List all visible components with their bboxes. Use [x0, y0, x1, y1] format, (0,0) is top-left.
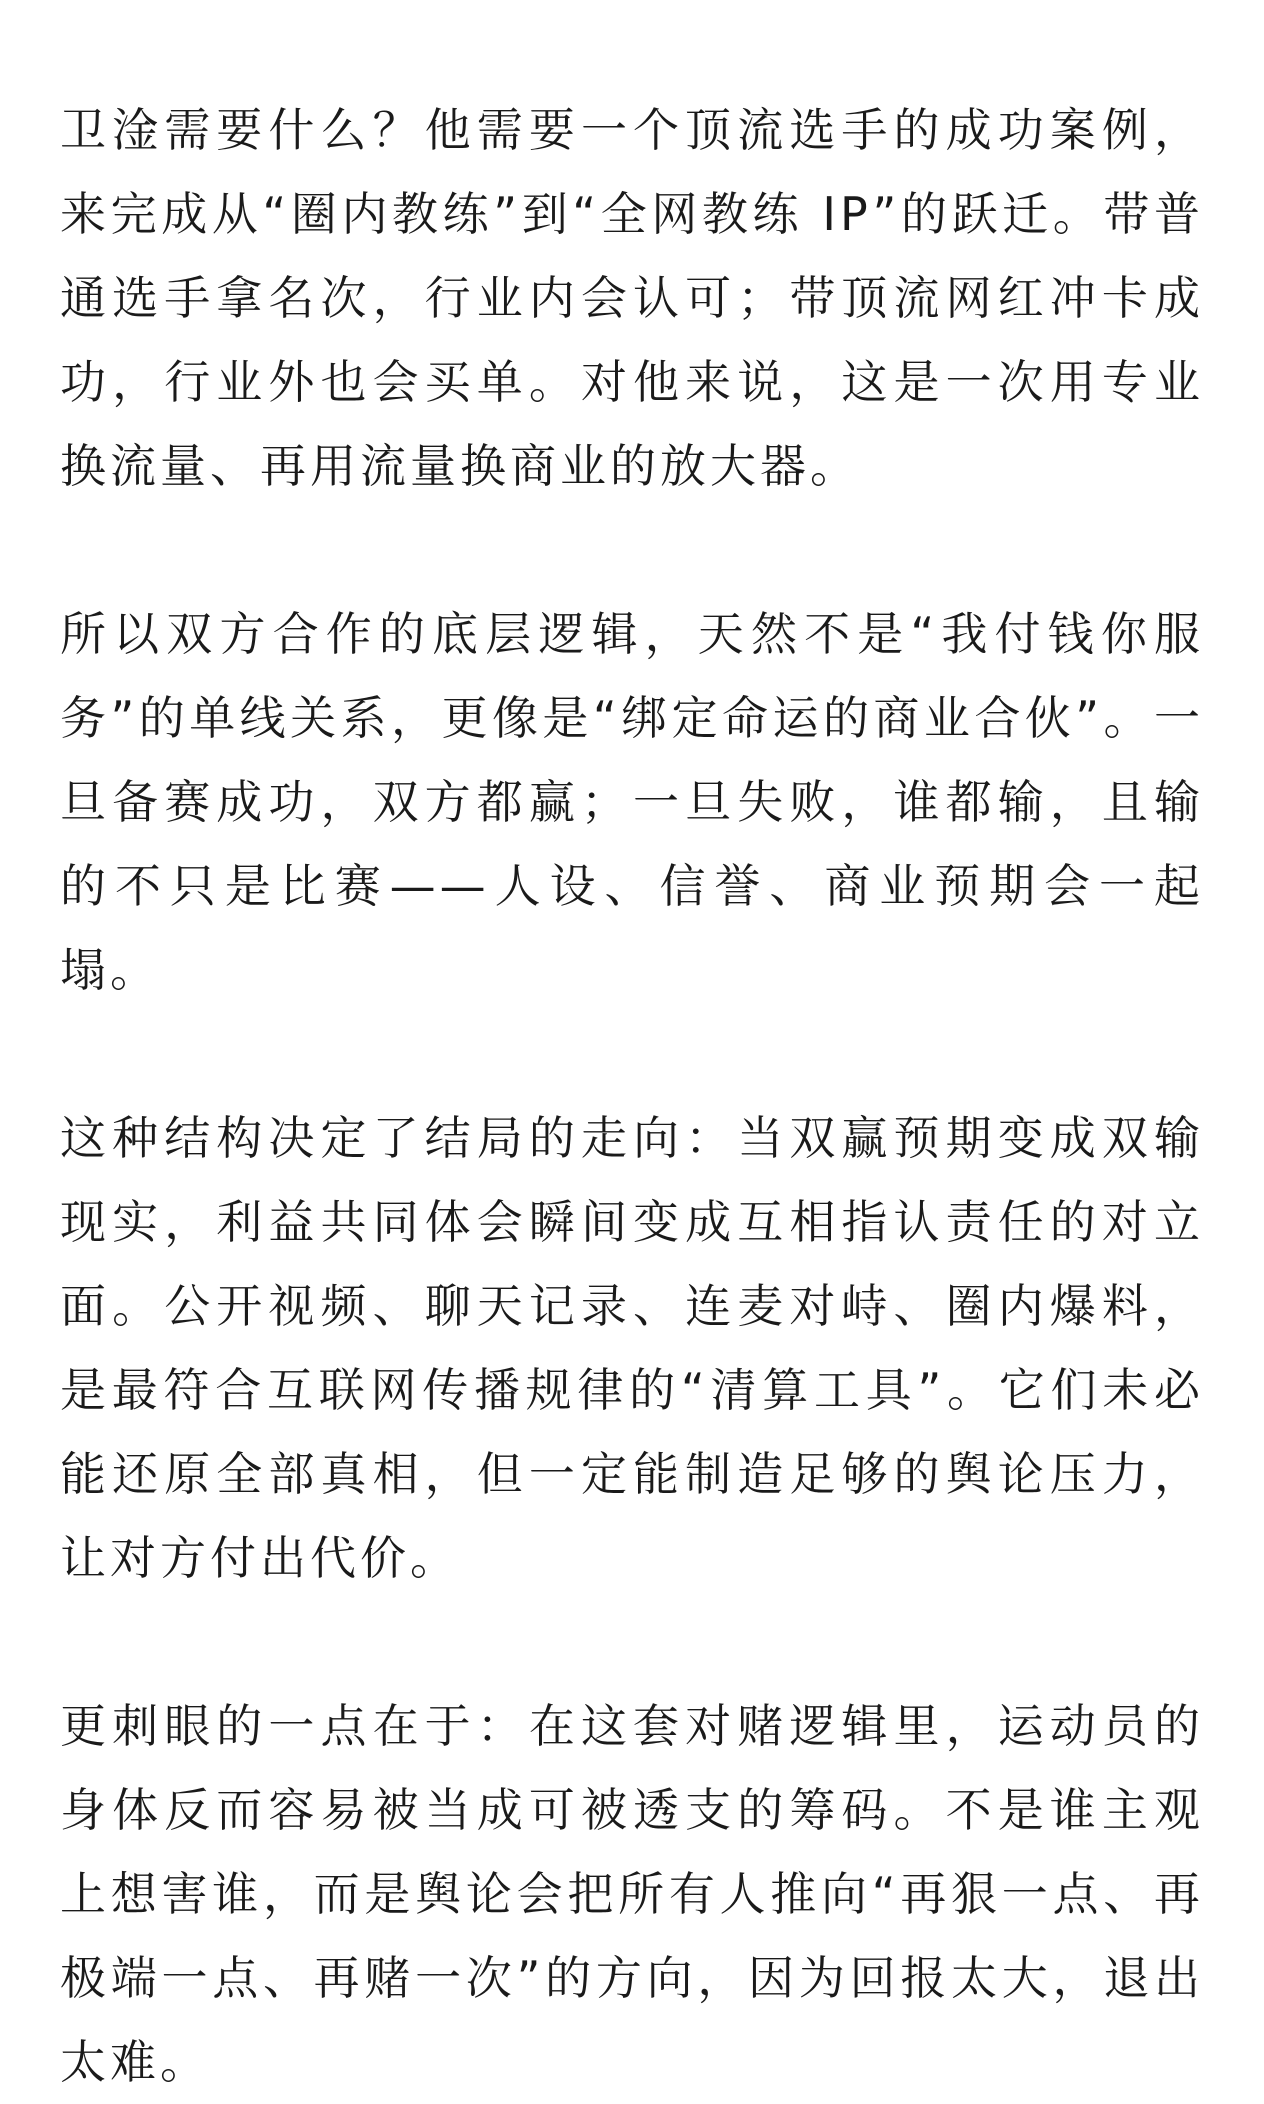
paragraph-3: 这种结构决定了结局的走向：当双赢预期变成双输现实，利益共同体会瞬间变成互相指认责任的对立面。公开视频、聊天记录、连麦对峙、圈内爆料，是最符合互联网传播规律的“清算工具”。它们未必能还原全部真相，但一定能制造足够的舆论压力，让对方付出代价。 [60, 1111, 1204, 1585]
paragraph-4: 更刺眼的一点在于：在这套对赌逻辑里，运动员的身体反而容易被当成可被透支的筹码。不是谁主观上想害谁，而是舆论会把所有人推向“再狠一点、再极端一点、再赌一次”的方向，因为回报太大，退出太难。 [60, 1699, 1204, 2089]
article-body [60, 88, 1204, 2104]
paragraph-1: 卫淦需要什么？他需要一个顶流选手的成功案例，来完成从“圈内教练”到“全网教练 IP”的跃迁。带普通选手拿名次，行业内会认可；带顶流网红冲卡成功，行业外也会买单。对他来说，这是一次用专业换流量、再用流量换商业的放大器。 [60, 103, 1204, 493]
paragraph-2: 所以双方合作的底层逻辑，天然不是“我付钱你服务”的单线关系，更像是“绑定命运的商业合伙”。一旦备赛成功，双方都赢；一旦失败，谁都输，且输的不只是比赛——人设、信誉、商业预期会一起塌。 [60, 607, 1204, 997]
